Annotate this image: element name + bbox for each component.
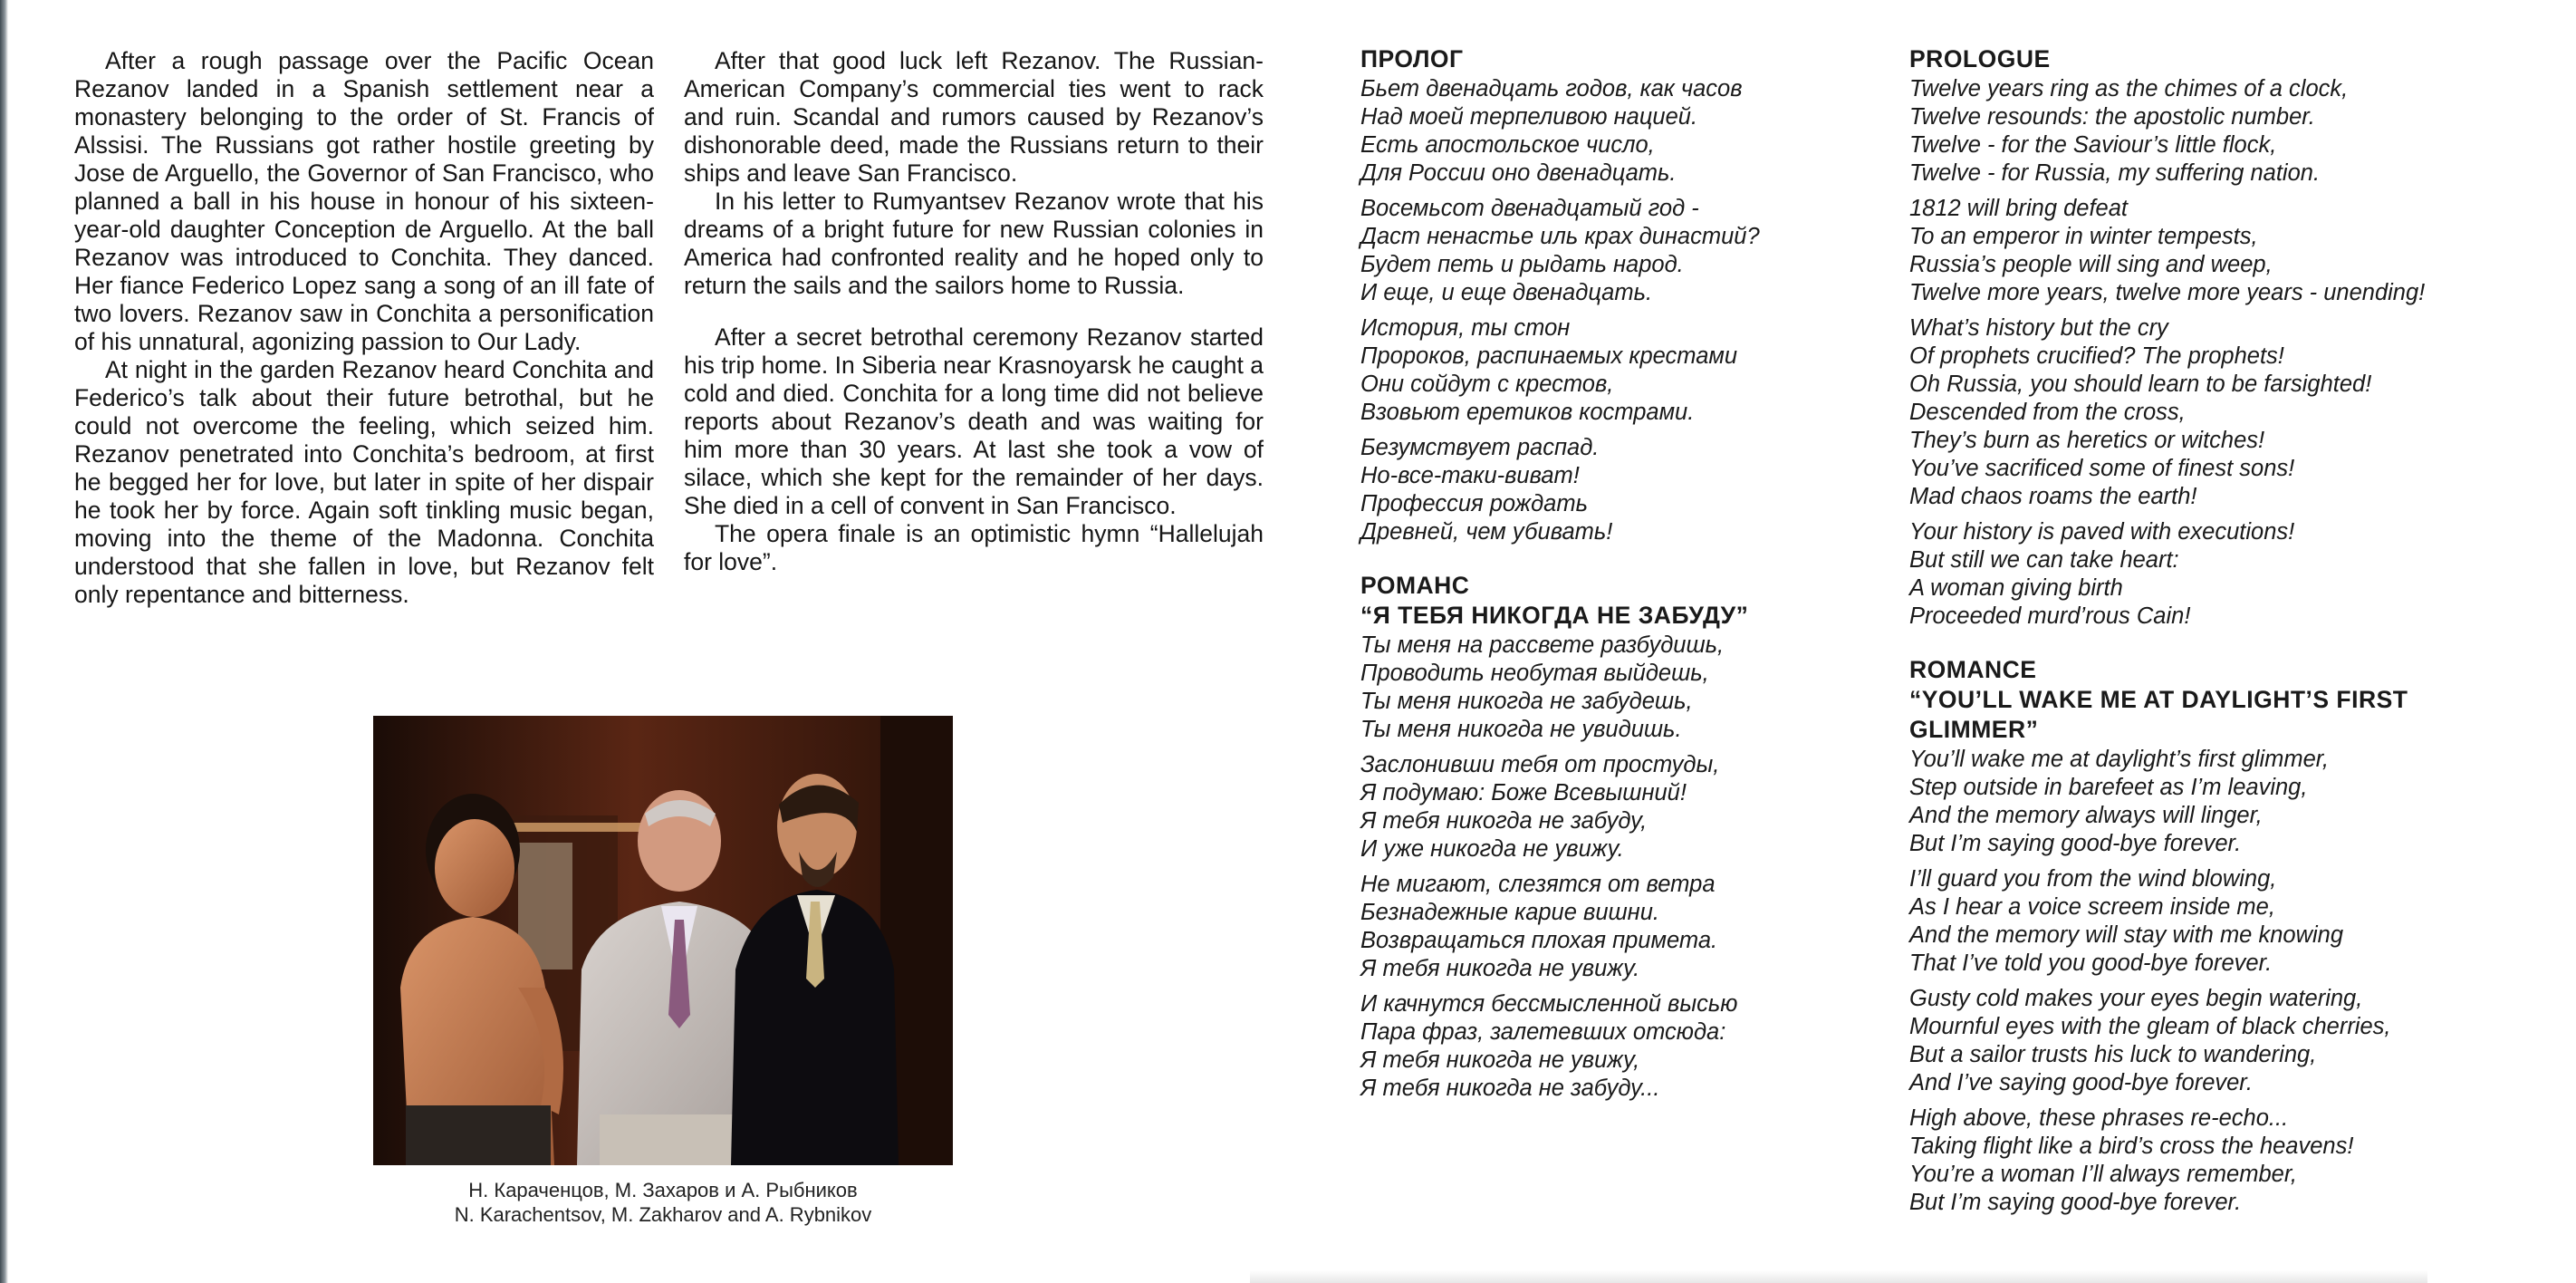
lyric-line: Twelve resounds: the apostolic number. bbox=[1909, 104, 2315, 130]
lyric-line: Gusty cold makes your eyes begin watering, bbox=[1909, 986, 2363, 1011]
lyric-line: Your history is paved with executions! bbox=[1909, 519, 2295, 545]
synopsis-paragraph: After that good luck left Rezanov. The Russian-American Company’s commercial ties went to rack and ruin. Scandal and rumors caused by Rezanov’s dishonorable deed, made the Russians return to their ships and leave San Francisco. bbox=[684, 47, 1264, 187]
lyrics-russian bbox=[1360, 45, 1868, 1110]
lyric-line: Mournful eyes with the gleam of black cherries, bbox=[1909, 1014, 2391, 1039]
lyric-line: You’re a woman I’ll always remember, bbox=[1909, 1162, 2298, 1187]
lyric-line: And the memory will stay with me knowing bbox=[1909, 922, 2344, 948]
lyric-line: Есть апостольское число, bbox=[1360, 132, 1655, 158]
lyrics-stanza bbox=[1360, 75, 1868, 188]
lyrics-stanza bbox=[1360, 314, 1868, 427]
lyrics-english bbox=[1909, 45, 2543, 1224]
lyrics-stanza bbox=[1360, 434, 1868, 546]
lyric-line: Возвращаться плохая примета. bbox=[1360, 928, 1718, 953]
lyric-line: Заслонивши тебя от простуды, bbox=[1360, 752, 1720, 777]
section-title: PROLOGUE bbox=[1909, 45, 2051, 72]
lyric-line: Я тебя никогда не увижу. bbox=[1360, 956, 1640, 981]
lyric-line: But still we can take heart: bbox=[1909, 547, 2179, 573]
lyric-line: И уже никогда не увижу. bbox=[1360, 836, 1624, 862]
lyric-line: They’s burn as heretics or witches! bbox=[1909, 428, 2265, 453]
lyric-line: И качнутся бессмысленной высью bbox=[1360, 991, 1738, 1017]
lyric-line: Of prophets crucified? The prophets! bbox=[1909, 343, 2284, 369]
lyrics-stanza bbox=[1360, 871, 1868, 983]
lyrics-stanza bbox=[1360, 195, 1868, 307]
lyric-line: Для России оно двенадцать. bbox=[1360, 160, 1677, 186]
lyric-line: I’ll guard you from the wind blowing, bbox=[1909, 866, 2277, 892]
lyrics-stanza bbox=[1909, 746, 2543, 858]
lyric-line: Безнадежные карие вишни. bbox=[1360, 900, 1659, 925]
lyric-line: Mad chaos roams the earth! bbox=[1909, 484, 2197, 509]
lyric-line: But a sailor trusts his luck to wandering, bbox=[1909, 1042, 2317, 1067]
section-title: РОМАНС bbox=[1360, 572, 1470, 599]
page-bottom-edge bbox=[1250, 1270, 2427, 1283]
section-subtitle: GLIMMER” bbox=[1909, 716, 2039, 743]
lyric-line: Twelve - for the Saviour’s little flock, bbox=[1909, 132, 2277, 158]
lyric-line: And I’ve saying good-bye forever. bbox=[1909, 1070, 2253, 1095]
synopsis-paragraph: In his letter to Rumyantsev Rezanov wrote that his dreams of a bright future for new Russian colonies in America had confronted reality and he hoped only to return the sails and the sailors home to Russia. bbox=[684, 188, 1264, 299]
lyric-line: Проводить необутая выйдешь, bbox=[1360, 661, 1709, 686]
lyric-line: Russia’s people will sing and weep, bbox=[1909, 252, 2273, 277]
lyric-line: High above, these phrases re-echo... bbox=[1909, 1105, 2289, 1131]
lyric-line: Но-все-таки-виват! bbox=[1360, 463, 1580, 488]
lyric-line: Proceeded murd’rous Cain! bbox=[1909, 603, 2191, 629]
lyric-line: Они сойдут с крестов, bbox=[1360, 371, 1614, 397]
lyric-line: Ты меня никогда не забудешь, bbox=[1360, 689, 1693, 714]
lyric-line: Ты меня на рассвете разбудишь, bbox=[1360, 632, 1725, 658]
synopsis-column-1 bbox=[74, 47, 654, 609]
section-subtitle: “YOU’LL WAKE ME AT DAYLIGHT’S FIRST bbox=[1909, 686, 2408, 713]
lyric-line: Будет петь и рыдать народ. bbox=[1360, 252, 1684, 277]
lyric-line: Даст ненастье иль крах династий? bbox=[1360, 224, 1760, 249]
lyric-line: But I’m saying good-bye forever. bbox=[1909, 1190, 2242, 1215]
lyric-line: Безумствует распад. bbox=[1360, 435, 1600, 460]
lyric-line: Twelve more years, twelve more years - unending! bbox=[1909, 280, 2426, 305]
lyric-line: Я тебя никогда не увижу, bbox=[1360, 1047, 1640, 1073]
photo-caption-en: N. Karachentsov, M. Zakharov and A. Rybnikov bbox=[454, 1203, 872, 1226]
lyric-line: That I’ve told you good-bye forever. bbox=[1909, 950, 2273, 976]
lyrics-stanza bbox=[1909, 314, 2543, 511]
lyric-line: And the memory always will linger, bbox=[1909, 803, 2263, 828]
lyrics-stanza bbox=[1909, 518, 2543, 631]
lyric-line: Древней, чем убивать! bbox=[1360, 519, 1613, 545]
lyric-line: Step outside in barefeet as I’m leaving, bbox=[1909, 775, 2308, 800]
lyric-line: Taking flight like a bird’s cross the heavens! bbox=[1909, 1133, 2354, 1159]
lyric-line: Twelve - for Russia, my suffering nation. bbox=[1909, 160, 2321, 186]
lyric-line: История, ты стон bbox=[1360, 315, 1571, 341]
lyric-line: Я тебя никогда не забуду, bbox=[1360, 808, 1648, 834]
lyric-line: A woman giving birth bbox=[1909, 575, 2123, 601]
lyrics-stanza bbox=[1909, 75, 2543, 188]
lyric-line: Бьет двенадцать годов, как часов bbox=[1360, 76, 1743, 101]
synopsis-paragraph: After a secret betrothal ceremony Rezanov started his trip home. In Siberia near Krasnoyarsk he caught a cold and died. Conchita for a long time did not believe reports about Rezanov’s death and was waiting for him more than 30 years. At last she took a vow of silace, which she kept for the remainder of her days. She died in a cell of convent in San Francisco. bbox=[684, 323, 1264, 519]
lyric-line: Не мигают, слезятся от ветра bbox=[1360, 872, 1716, 897]
lyric-line: But I’m saying good-bye forever. bbox=[1909, 831, 2242, 856]
lyrics-stanza bbox=[1360, 751, 1868, 863]
lyric-line: Twelve years ring as the chimes of a clock, bbox=[1909, 76, 2349, 101]
page-binding-edge bbox=[0, 0, 8, 1283]
synopsis-paragraph: The opera finale is an optimistic hymn “Hallelujah for love”. bbox=[684, 520, 1264, 575]
cast-photo bbox=[373, 716, 953, 1165]
lyric-line: Восемьсот двенадцатый год - bbox=[1360, 196, 1699, 221]
lyric-line: Я тебя никогда не забуду... bbox=[1360, 1076, 1660, 1101]
lyric-line: You’ll wake me at daylight’s first glimmer, bbox=[1909, 747, 2329, 772]
lyric-line: Я подумаю: Боже Всевышний! bbox=[1360, 780, 1687, 805]
lyrics-stanza bbox=[1909, 195, 2543, 307]
lyrics-stanza bbox=[1909, 1105, 2543, 1217]
lyric-line: You’ve sacrificed some of finest sons! bbox=[1909, 456, 2295, 481]
lyric-line: To an emperor in winter tempests, bbox=[1909, 224, 2258, 249]
synopsis-paragraph: After a rough passage over the Pacific Ocean Rezanov landed in a Spanish settlement near a monastery belonging to the order of St. Francis of Alssisi. The Russians got rather hostile greeting by Jose de Arguello, the Governor of San Francisco, who planned a ball in his house in honour of his sixteen-year-old daughter Conception de Arguello. At the ball Rezanov was introduced to Conchita. They danced. Her fiance Federico Lopez sang a song of an ill fate of two lovers. Rezanov saw in Conchita a personification of his unnatural, agonizing passion to Our Lady. bbox=[74, 47, 654, 355]
lyric-line: Пара фраз, залетевших отсюда: bbox=[1360, 1019, 1726, 1045]
lyric-line: Профессия рождать bbox=[1360, 491, 1588, 516]
lyrics-stanza bbox=[1909, 865, 2543, 978]
lyric-line: Oh Russia, you should learn to be farsighted! bbox=[1909, 371, 2372, 397]
lyric-line: Descended from the cross, bbox=[1909, 400, 2186, 425]
photo-caption bbox=[373, 1178, 953, 1227]
lyric-line: Пророков, распинаемых крестами bbox=[1360, 343, 1738, 369]
photo-caption-ru: Н. Караченцов, М. Захаров и А. Рыбников bbox=[468, 1179, 858, 1201]
lyrics-stanza bbox=[1909, 985, 2543, 1097]
synopsis-paragraph: At night in the garden Rezanov heard Conchita and Federico’s talk about their future betrothal, but he could not overcome the feeling, which seized him. Rezanov penetrated into Conchita’s bedroom, at first he begged her for love, but later in spite of her dispair he took her by force. Again soft tinkling music began, moving into the theme of the Madonna. Conchita understood that she fallen in love, but Rezanov felt only repentance and bitterness. bbox=[74, 356, 654, 608]
section-title: ПРОЛОГ bbox=[1360, 45, 1464, 72]
section-subtitle: “Я ТЕБЯ НИКОГДА НЕ ЗАБУДУ” bbox=[1360, 602, 1749, 629]
lyric-line: As I hear a voice screem inside me, bbox=[1909, 894, 2275, 920]
lyric-line: 1812 will bring defeat bbox=[1909, 196, 2128, 221]
section-title: ROMANCE bbox=[1909, 656, 2037, 683]
lyric-line: И еще, и еще двенадцать. bbox=[1360, 280, 1653, 305]
lyric-line: Ты меня никогда не увидишь. bbox=[1360, 717, 1682, 742]
lyric-line: Взовьют еретиков кострами. bbox=[1360, 400, 1695, 425]
lyric-line: Над моей терпеливою нацией. bbox=[1360, 104, 1698, 130]
lyrics-stanza bbox=[1360, 990, 1868, 1103]
lyrics-stanza bbox=[1360, 632, 1868, 744]
lyric-line: What’s history but the cry bbox=[1909, 315, 2168, 341]
synopsis-column-2 bbox=[684, 47, 1264, 576]
